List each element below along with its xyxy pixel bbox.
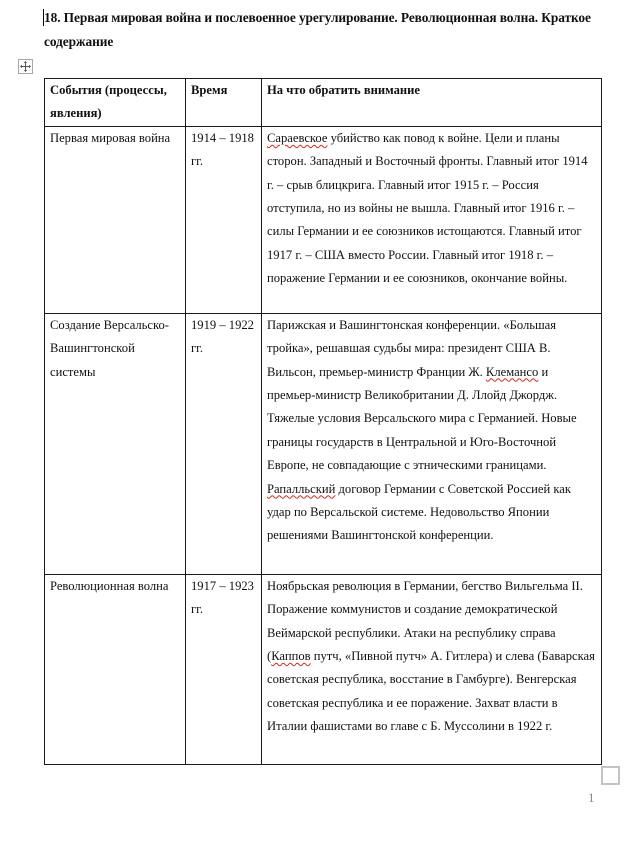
document-title: 18. Первая мировая война и послевоенное урегулирование. Революционная волна. Краткое содержание [44,10,591,49]
header-notes[interactable]: На что обратить внимание [262,79,602,127]
event-cell[interactable]: Революционная волна [45,574,186,764]
event-cell[interactable]: Создание Версальско-Вашингтонской системы [45,313,186,574]
notes-text: путч, «Пивной путч» А. Гитлера) и слева (Баварская советская республика, восстание в Гамбурге). Венгерская советская республика и ее поражение. Захват власти в Италии фашистами во главе с Б. Муссолини в 1922 г. [267,649,595,734]
notes-text: и премьер-министр Великобритании Д. Ллойд Джордж. Тяжелые условия Версальского мира с Германией. Новые границы государств в Центральной и Юго-Восточной Европе, не совпадающие с этническими границами. [267,364,577,473]
spellcheck-flagged-word[interactable]: Клемансо [485,364,539,379]
event-cell[interactable]: Первая мировая война [45,126,186,313]
time-cell[interactable]: 1919 – 1922 гг. [186,313,262,574]
header-time[interactable]: Время [186,79,262,127]
page-number: 1 [588,790,595,805]
notes-text: Ноябрьская революция в Германии, бегство Вильгельма II. Поражение коммунистов и создание демократической Веймарской республики. Атаки на республику справа ( [267,578,583,664]
notes-text: убийство как повод к войне. Цели и планы сторон. Западный и Восточный фронты. Главный итог 1914 г. – срыв блицкрига. Главный итог 1915 г. – Россия отступила, но из войны не вышла. Главный итог 1916 г. – силы Германии и ее союзников истощаются. Главный итог 1917 г. – США вместо России. Главный итог 1918 г. – поражение Германии и ее союзников, окончание войны. [267,130,588,286]
table-row [45,574,602,764]
summary-table [44,78,602,765]
notes-text: Парижская и Вашингтонская конференции. «Большая тройка», решавшая судьбы мира: президент США В. Вильсон, премьер-министр Франции Ж. [267,317,557,379]
table-row [45,126,602,313]
spellcheck-flagged-word[interactable]: Сараевское [267,130,328,145]
time-cell[interactable]: 1914 – 1918 гг. [186,126,262,313]
header-events[interactable]: События (процессы, явления) [45,79,186,127]
notes-text: договор Германии с Советской Россией как удар по Версальской системе. Недовольство Японии решениями Вашингтонской конференции. [267,481,571,543]
end-of-cell-marker-icon [601,766,620,785]
notes-cell[interactable] [262,313,602,574]
spellcheck-flagged-word[interactable]: Каппов [271,649,311,664]
spellcheck-flagged-word[interactable]: Рапалльский [267,481,336,496]
table-header-row [45,79,602,127]
notes-cell[interactable] [262,126,602,313]
table-row [45,313,602,574]
table-move-handle[interactable] [18,59,33,74]
notes-cell[interactable] [262,574,602,764]
time-cell[interactable]: 1917 – 1923 гг. [186,574,262,764]
four-way-arrow-icon [20,61,31,72]
